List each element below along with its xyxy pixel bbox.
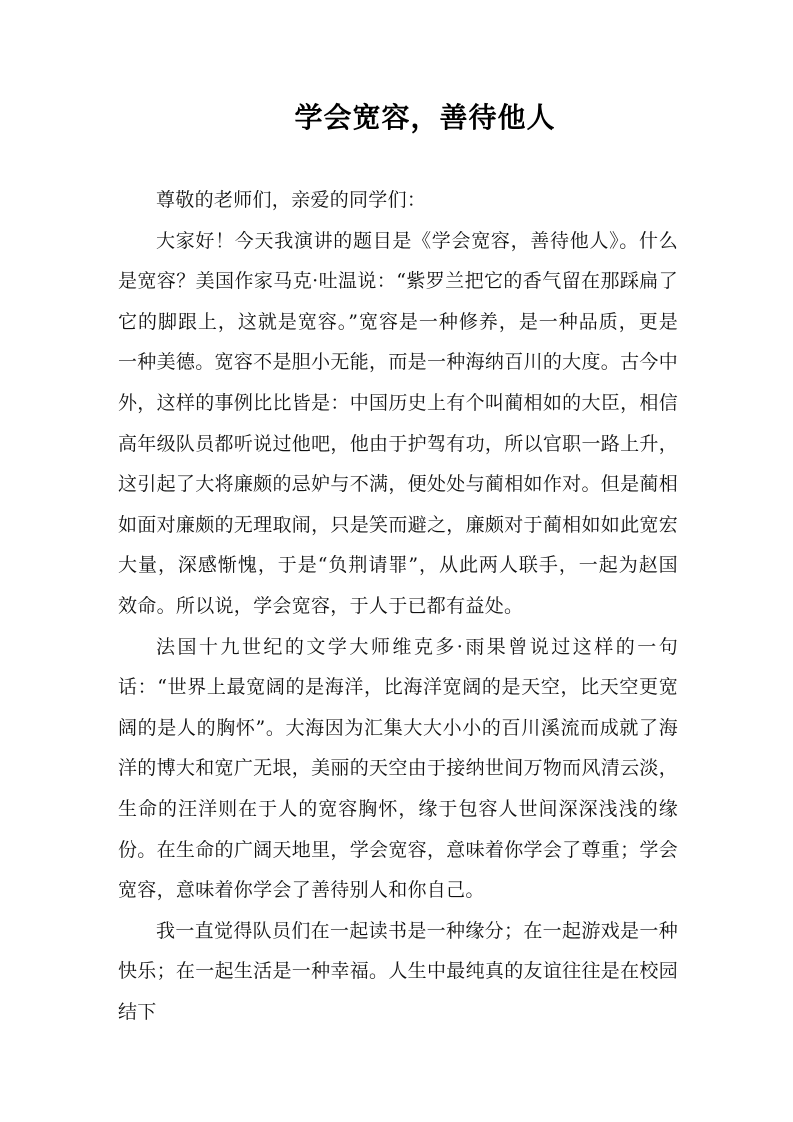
paragraph-intro: 大家好！今天我演讲的题目是《学会宽容，善待他人》。什么是宽容？美国作家马克·吐温说：“紫罗兰把它的香气留在那踩扁了它的脚跟上，这就是宽容。”宽容是一种修养，是一种品质，更是一种美德。宽容不是胆小无能，而是一种海纳百川的大度。古今中外，这样的事例比比皆是：中国历史上有个叫蔺相如的大臣，相信高年级队员都听说过他吧，他由于护驾有功，所以官职一路上升，这引起了大将廉颇的忌妒与不满，便处处与蔺相如作对。但是蔺相如面对廉颇的无理取闹，只是笑而避之，廉颇对于蔺相如如此宽宏大量，深感惭愧，于是“负荆请罪”，从此两人联手，一起为赵国效命。所以说，学会宽容，于人于已都有益处。 <box>118 229 678 617</box>
document-title: 学会宽容，善待他人 <box>294 101 556 134</box>
paragraph-hugo-quote: 法国十九世纪的文学大师维克多·雨果曾说过这样的一句话：“世界上最宽阔的是海洋，比海洋宽阔的是天空，比天空更宽阔的是人的胸怀”。大海因为汇集大大小小的百川溪流而成就了海洋的博大和宽广无垠，美丽的天空由于接纳世间万物而风清云淡，生命的汪洋则在于人的宽容胸怀，缘于包容人世间深深浅浅的缘份。在生命的广阔天地里，学会宽容，意味着你学会了尊重；学会宽容，意味着你学会了善待别人和你自己。 <box>118 635 678 902</box>
paragraph-salutation: 尊敬的老师们，亲爱的同学们： <box>156 189 427 211</box>
document-body <box>118 180 678 1032</box>
paragraph-friendship: 我一直觉得队员们在一起读书是一种缘分；在一起游戏是一种快乐；在一起生活是一种幸福。人生中最纯真的友谊往往是在校园结下 <box>118 919 678 1023</box>
